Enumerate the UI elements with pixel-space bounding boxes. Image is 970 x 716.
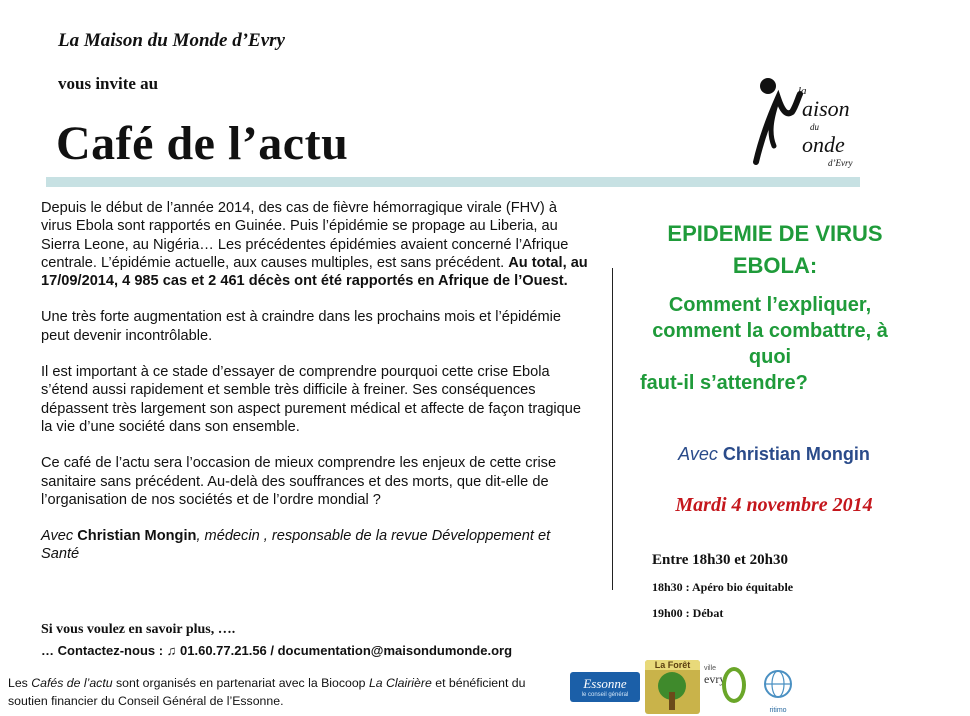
paragraph-importance: Il est important à ce stade d’essayer de comprendre pourquoi cette crise Ebola s’étend aussi rapidement et semble très difficile à freiner. Ses conséquences dépassent très largement son aspect purement médical et affecte de façon tragique la vie d’une société dans son ensemble. [41,364,582,435]
statistics-bold: Au total, au 17/09/2014, 4 985 cas et 2 461 décès ont été rapportés en Afrique de l’Ouest. [41,254,588,290]
article-body [41,199,589,582]
page-title: Café de l’actu [56,117,349,170]
schedule-debate: 19h00 : Débat [652,606,724,620]
event-time: Entre 18h30 et 20h30 [652,552,788,568]
column-divider [612,268,613,590]
organization-name: La Maison du Monde d’Evry [58,30,285,51]
la-foret-logo: La Forêt [645,660,700,714]
footer-note: Les Cafés de l’actu sont organisés en partenariat avec la Biocoop La Clairière et bénéficient du soutien financier du Conseil Général de l’Essonne. [8,676,526,708]
globe-icon [756,668,800,702]
maison-du-monde-logo [748,76,866,168]
evry-logo: ville evry [704,665,748,711]
logo-monde: onde [802,132,845,157]
header-rule [46,177,860,187]
tree-icon [645,670,700,712]
logo-maison: aison [802,96,850,121]
event-schedule [652,552,912,632]
schedule-aperitif: 18h30 : Apéro bio équitable [652,580,794,594]
essonne-logo: Essonne le conseil général [570,672,640,702]
event-speaker: Avec Christian Mongin [678,444,870,464]
more-info-text: Si vous voulez en savoir plus, …. [41,622,236,637]
event-date: Mardi 4 novembre 2014 [675,494,873,516]
logo-la: la [798,85,807,97]
contact-line: … Contactez-nous : ♫ 01.60.77.21.56 / documentation@maisondumonde.org [41,643,513,658]
logo-du: du [810,122,819,132]
speaker-name-body: Christian Mongin [77,528,197,545]
event-heading: EPIDEMIE DE VIRUS EBOLA: [667,221,883,278]
paragraph-increase: Une très forte augmentation est à craindre dans les prochains mois et l’épidémie peut devenir incontrôlable. [41,309,561,344]
invite-text: vous invite au [58,74,159,93]
paragraph-occasion: Ce café de l’actu sera l’occasion de mieux comprendre les enjeux de cette crise sanitaire sans précédent. Au-delà des souffrances et des morts, que dit-elle de l’organisation de nos sociétés et de l’ordre mondial ? [41,455,557,508]
logo-evry: d’Evry [828,158,853,168]
ritimo-logo: ritimo [756,668,800,712]
evry-e-icon [722,667,746,703]
event-subheading: Comment l’expliquer, comment la combattre, à quoi faut-il s’attendre? [640,294,888,394]
paragraph-speaker: Avec Christian Mongin, médecin , responsable de la revue Développement et Santé [41,528,551,563]
paragraph-intro: Depuis le début de l’année 2014, des cas de fièvre hémorragique virale (FHV) à virus Ebola sont rapportés en Guinée. Puis l’épidémie se propage au Liberia, au Sierra Leone, au Nigéria… Les précédentes épidémies avaient concerné l’Afrique centrale. L’épidémie actuelle, aux causes multiples, est sans précédent. Au total, au 17/09/2014, 4 985 cas et 2 461 décès ont été rapportés en Afrique de l’Ouest. [41,200,588,290]
